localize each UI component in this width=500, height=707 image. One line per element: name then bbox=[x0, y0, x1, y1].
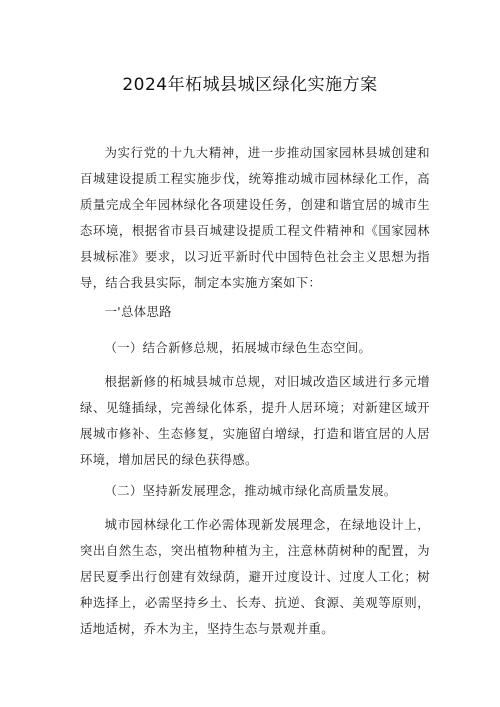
subsection-1-heading: （一）结合新修总规，拓展城市绿色生态空间。 bbox=[104, 341, 372, 355]
subsection-2-heading: （二）坚持新发展理念，推动城市绿化高质量发展。 bbox=[104, 484, 397, 498]
section-1-heading: 一'总体思路 bbox=[104, 305, 172, 319]
subsection-2-body: 城市园林绿化工作必需体现新发展理念，在绿地设计上，突出自然生态，突出植物种植为主，注意林荫树种的配置，为居民夏季出行创建有效绿荫，避开过度设计、过度人工化；树种选择上，必需坚持乡土、长寿、抗逆、食源、美观等原则，适地适树，乔木为主，坚持生态与景观并重。 bbox=[80, 518, 430, 636]
intro-paragraph: 为实行党的十九大精神，进一步推动国家园林县城创建和百城建设提质工程实施步伐，统筹推动城市园林绿化工作，高质量完成全年园林绿化各项建设任务，创建和谐宜居的城市生态环境，根据省市县百城建设提质工程文件精神和《国家园林县城标准》要求，以习近平新时代中国特色社会主义思想为指导，结合我县实际，制定本实施方案如下： bbox=[80, 146, 430, 290]
subsection-1-body: 根据新修的柘城县城市总规，对旧城改造区域进行多元增绿、见缝插绿，完善绿化体系，提升人居环境；对新建区域开展城市修补、生态修复，实施留白增绿，打造和谐宜居的人居环境，增加居民的绿色获得感。 bbox=[80, 375, 430, 467]
document-title: 2024年柘城县城区绿化实施方案 bbox=[122, 75, 378, 95]
